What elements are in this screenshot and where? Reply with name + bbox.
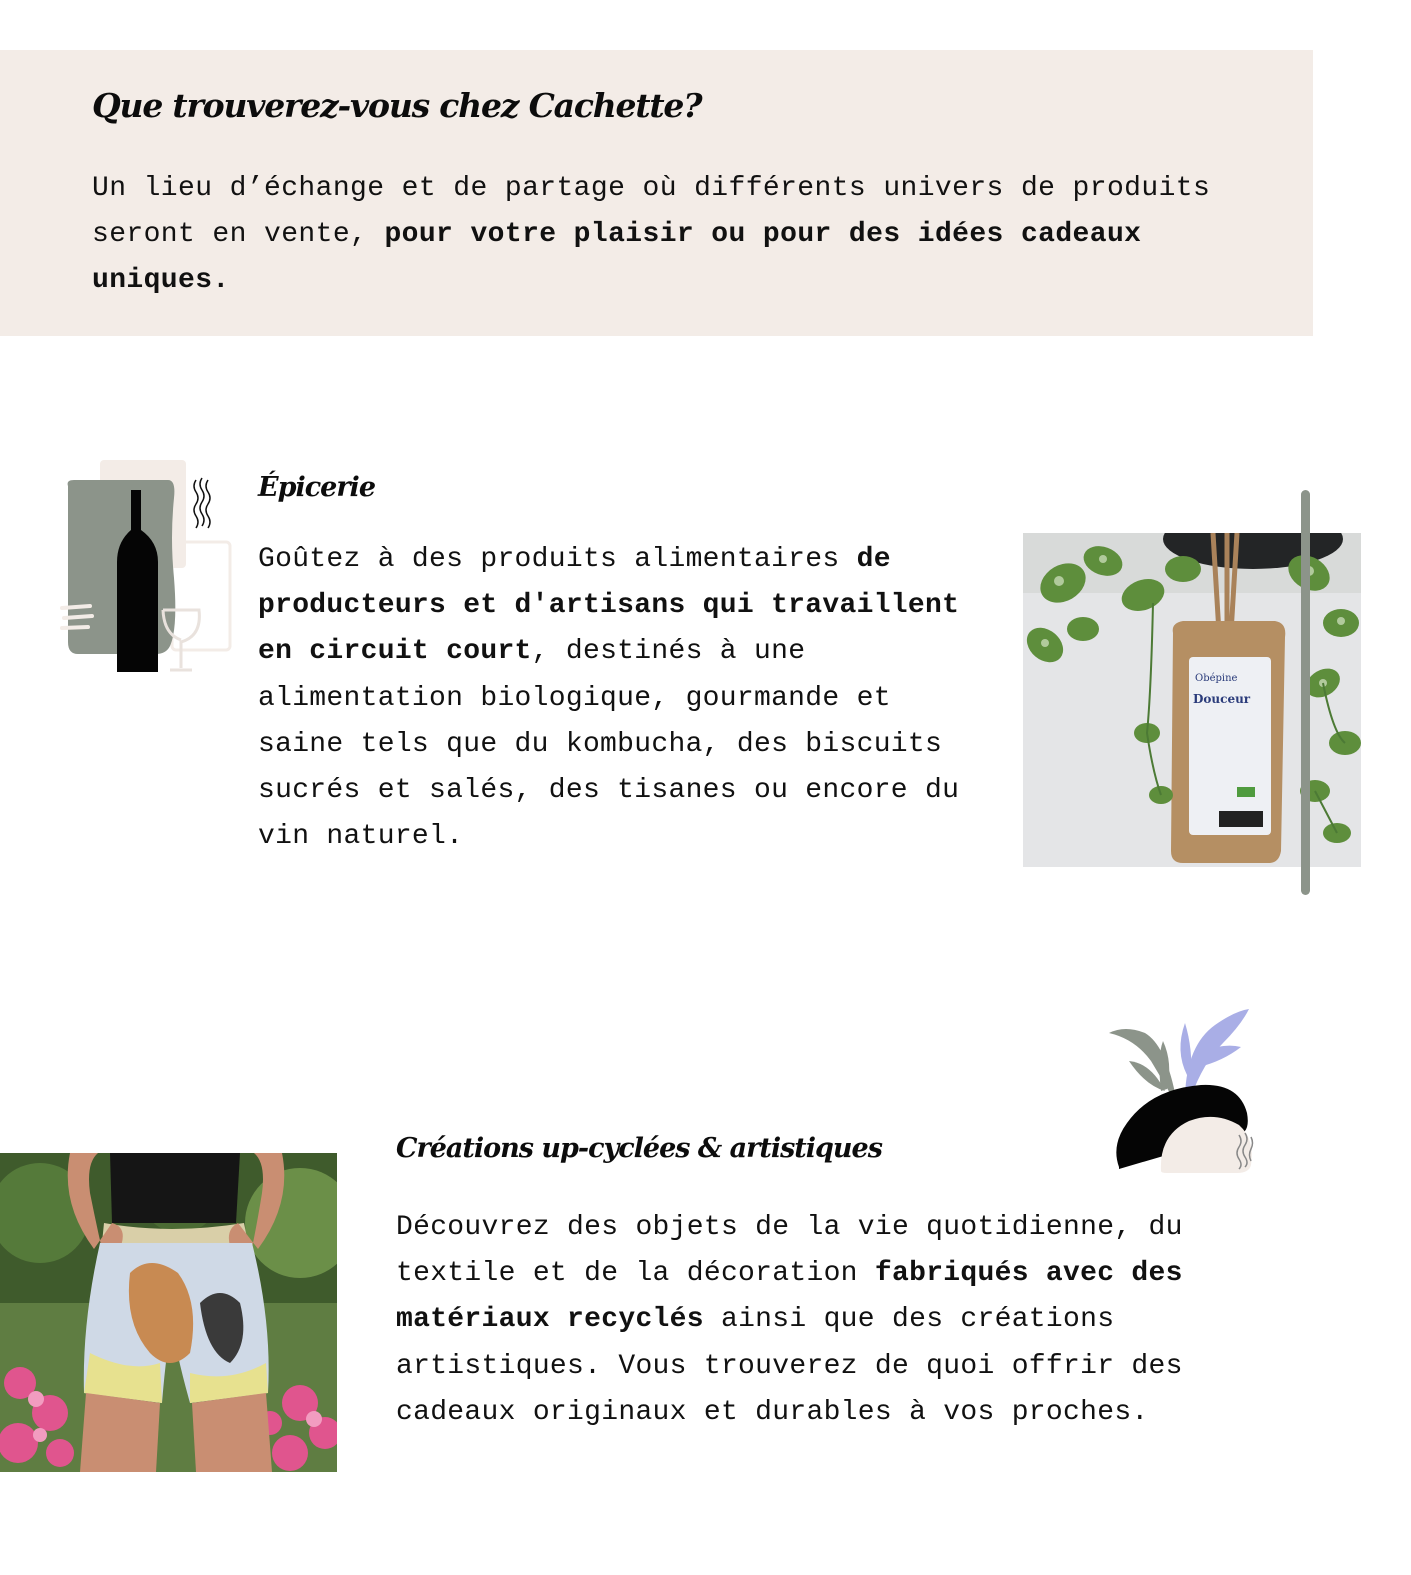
creations-heading-text: Créations up-cyclées & artistiques xyxy=(396,1133,882,1164)
epicerie-heading-text: Épicerie xyxy=(258,472,375,503)
intro-title: Que trouverez-vous chez Cachette? xyxy=(92,86,702,125)
wine-bottle-illustration-icon xyxy=(60,458,232,676)
tea-brand-label: Obépine xyxy=(1195,673,1238,684)
epicerie-text-bold: de producteurs et d'artisans qui travaillent en circuit court xyxy=(258,544,960,668)
creations-text-part: ainsi que des créations artistiques. Vous trouverez de quoi offrir des cadeaux originaux et durables à vos proches. xyxy=(396,1304,1183,1428)
creations-text-bold: fabriqués avec des matériaux recyclés xyxy=(396,1258,1183,1336)
epicerie-text-part: Goûtez à des produits alimentaires xyxy=(258,544,857,575)
plant-stone-illustration-icon xyxy=(1105,1005,1260,1177)
epicerie-heading xyxy=(258,472,375,503)
creations-text-part: Découvrez des objets de la vie quotidienne, du textile et de la décoration xyxy=(396,1212,1183,1290)
decorative-vertical-bar xyxy=(1301,490,1310,895)
intro-text-bold: pour votre plaisir ou pour des idées cadeaux uniques. xyxy=(92,219,1142,296)
epicerie-text-part: , destinés à une alimentation biologique, gourmande et saine tels que du kombucha, des biscuits sucrés et salés, des tisanes ou encore du vin naturel. xyxy=(258,636,960,853)
creations-description xyxy=(396,1205,1306,1436)
intro-section xyxy=(0,50,1313,336)
tea-product-label: Douceur xyxy=(1193,692,1251,706)
upcycled-shorts-photo xyxy=(0,1153,337,1472)
epicerie-description xyxy=(258,537,978,860)
tea-pouch-photo xyxy=(1023,533,1361,867)
creations-heading xyxy=(396,1133,882,1164)
intro-text-plain: Un lieu d’échange et de partage où différents univers de produits seront en vente, xyxy=(92,173,1211,250)
intro-text xyxy=(92,166,1222,304)
